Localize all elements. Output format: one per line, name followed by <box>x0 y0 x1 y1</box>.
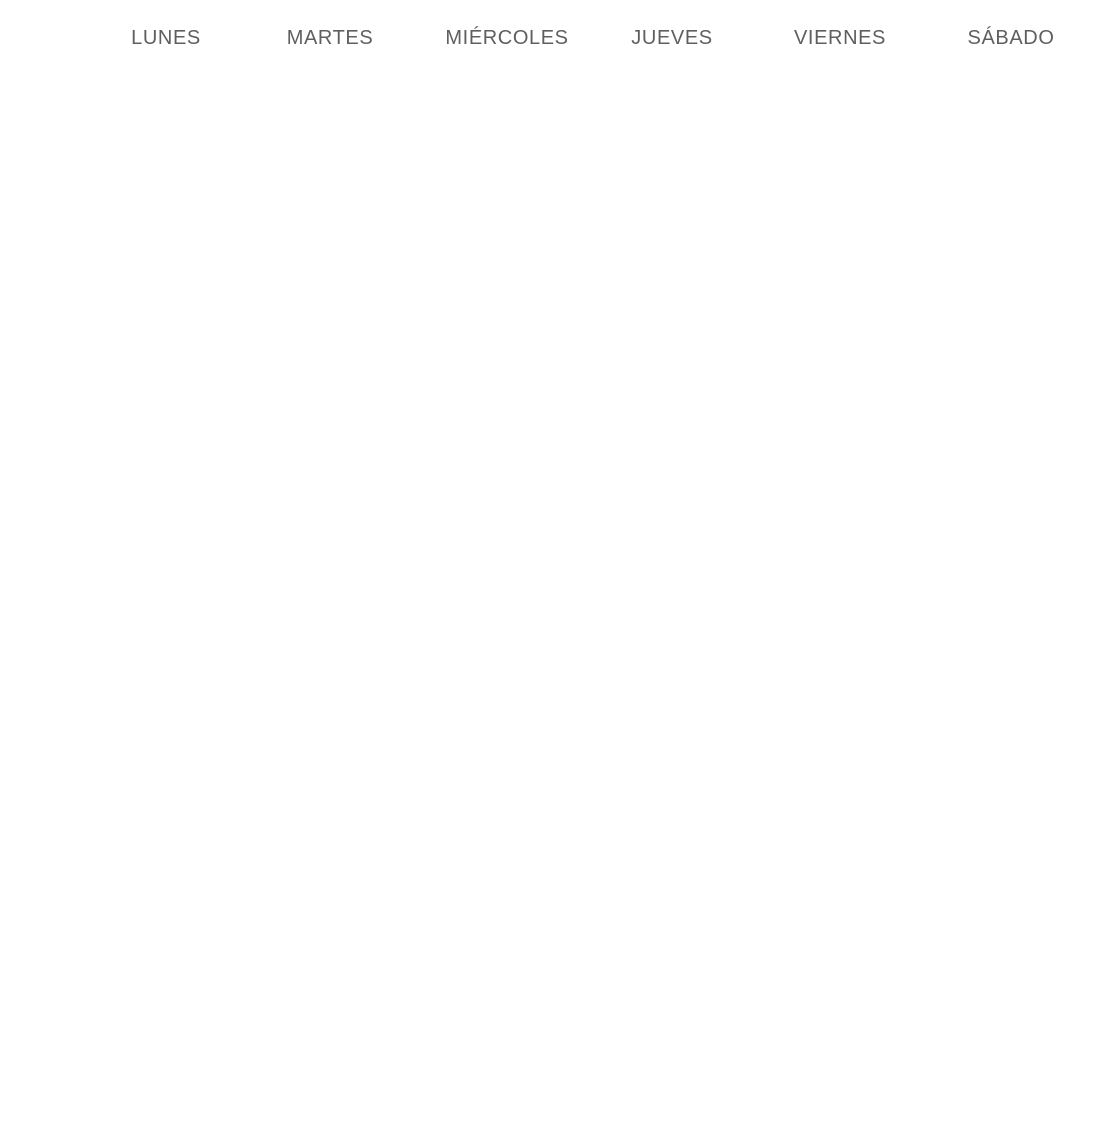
day-tab-martes[interactable]: MARTES <box>286 27 374 49</box>
day-tab-jueves[interactable]: JUEVES <box>631 27 713 49</box>
day-tab-sabado[interactable]: SÁBADO <box>967 27 1055 49</box>
day-tab-viernes[interactable]: VIERNES <box>793 27 887 49</box>
calendar-body <box>0 78 1106 1126</box>
weekday-header <box>0 0 1106 78</box>
day-tab-lunes[interactable]: LUNES <box>131 27 201 49</box>
day-tab-miercoles[interactable]: MIÉRCOLES <box>445 27 569 49</box>
